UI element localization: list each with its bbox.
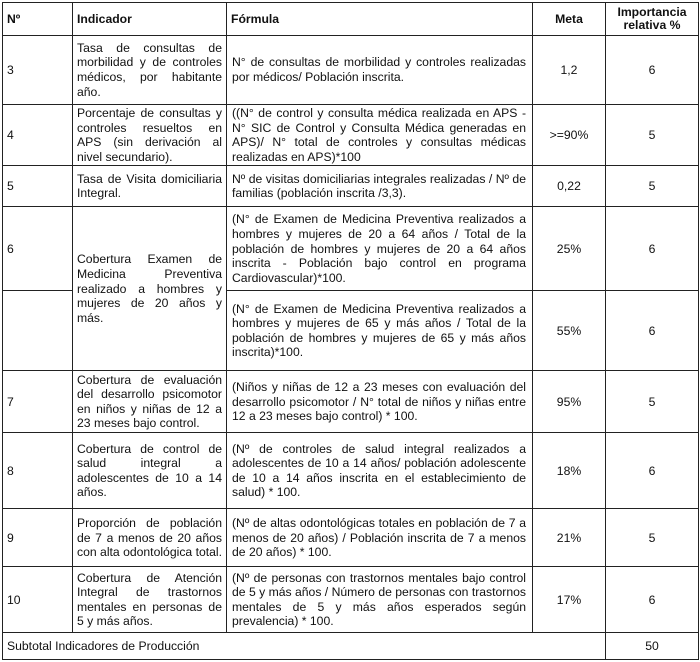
- row-formula: ((N° de control y consulta médica realizada en APS - N° SIC de Control y Consulta Médica generadas en APS)/ N° total de controles y consultas médicas realizadas en APS)*100: [227, 105, 533, 166]
- subtotal-row: [3, 633, 699, 660]
- row-formula: (N° de Examen de Medicina Preventiva realizados a hombres y mujeres de 20 a 64 años / Total de la población de hombres y mujeres de 20 a 64 años inscrita - Población bajo control en programa Cardiovascular)*100.: [227, 207, 533, 291]
- row-formula: (Nº de personas con trastornos mentales bajo control de 5 y más años / Número de personas con trastornos mentales de 5 y más años esperados según prevalencia) * 100.: [227, 567, 533, 633]
- table-row: [3, 105, 699, 166]
- row-num: 8: [3, 433, 73, 509]
- row-indicador: Cobertura de evaluación del desarrollo psicomotor en niños y niñas de 12 a 23 meses bajo control.: [73, 371, 227, 433]
- row-indicador: Cobertura de Atención Integral de trastornos mentales en personas de 5 y más años.: [73, 567, 227, 633]
- row-num: 3: [3, 36, 73, 105]
- row-num: 10: [3, 567, 73, 633]
- row-num: 9: [3, 509, 73, 567]
- subtotal-value: 50: [606, 633, 699, 660]
- row-num: 5: [3, 166, 73, 207]
- row-meta: 17%: [533, 567, 606, 633]
- header-formula: Fórmula: [227, 3, 533, 36]
- row-importancia: 5: [606, 509, 699, 567]
- header-meta: Meta: [533, 3, 606, 36]
- row-meta: 25%: [533, 207, 606, 291]
- table-row: [3, 166, 699, 207]
- row-importancia: 6: [606, 291, 699, 371]
- row-meta: 21%: [533, 509, 606, 567]
- table-row: [3, 36, 699, 105]
- row-meta: 18%: [533, 433, 606, 509]
- row-meta: >=90%: [533, 105, 606, 166]
- header-importancia: Importancia relativa %: [606, 3, 699, 36]
- row-importancia: 5: [606, 371, 699, 433]
- row-formula: Nº de visitas domiciliarias integrales realizadas / Nº de familias (población inscrita /3,3).: [227, 166, 533, 207]
- row-num: 7: [3, 371, 73, 433]
- row-meta: 0,22: [533, 166, 606, 207]
- row-indicador: Tasa de Visita domiciliaria Integral.: [73, 166, 227, 207]
- row-formula: (Nº de controles de salud integral realizados a adolescentes de 10 a 14 años/ población adolescente de 10 a 14 años inscrita en el establecimiento de salud) * 100.: [227, 433, 533, 509]
- row-indicador: Porcentaje de consultas y controles resueltos en APS (sin derivación al nivel secundario).: [73, 105, 227, 166]
- table-row: [3, 567, 699, 633]
- row-indicador: Proporción de población de 7 a menos de 20 años con alta odontológica total.: [73, 509, 227, 567]
- row-formula: N° de consultas de morbilidad y controles realizadas por médicos/ Población inscrita.: [227, 36, 533, 105]
- header-indicador: Indicador: [73, 3, 227, 36]
- header-row: [3, 3, 699, 36]
- row-importancia: 6: [606, 207, 699, 291]
- table-row: [3, 207, 699, 291]
- row-importancia: 6: [606, 567, 699, 633]
- row-importancia: 6: [606, 36, 699, 105]
- table-row: [3, 433, 699, 509]
- row-importancia: 5: [606, 105, 699, 166]
- row-formula: (Nº de altas odontológicas totales en población de 7 a menos de 20 años) / Población inscrita de 7 a menos de 20 años) * 100.: [227, 509, 533, 567]
- row-num-empty: [3, 291, 73, 371]
- row-meta: 1,2: [533, 36, 606, 105]
- row-indicador: Tasa de consultas de morbilidad y de controles médicos, por habitante año.: [73, 36, 227, 105]
- row-num: 4: [3, 105, 73, 166]
- subtotal-label: Subtotal Indicadores de Producción: [3, 633, 606, 660]
- row-indicador: Cobertura Examen de Medicina Preventiva realizado a hombres y mujeres de 20 años y más.: [73, 207, 227, 371]
- indicators-table: [2, 2, 699, 660]
- row-importancia: 6: [606, 433, 699, 509]
- table-row: [3, 509, 699, 567]
- row-meta: 55%: [533, 291, 606, 371]
- row-meta: 95%: [533, 371, 606, 433]
- row-indicador: Cobertura de control de salud integral a adolescentes de 10 a 14 años.: [73, 433, 227, 509]
- header-num: Nº: [3, 3, 73, 36]
- row-importancia: 5: [606, 166, 699, 207]
- row-formula: (Niños y niñas de 12 a 23 meses con evaluación del desarrollo psicomotor / N° total de niños y niñas entre 12 a 23 meses bajo control) * 100.: [227, 371, 533, 433]
- row-formula: (N° de Examen de Medicina Preventiva realizados a hombres y mujeres de 65 y más años / Total de la población de hombres y mujeres de 65 y más años inscrita)*100.: [227, 291, 533, 371]
- row-num: 6: [3, 207, 73, 291]
- table-row: [3, 371, 699, 433]
